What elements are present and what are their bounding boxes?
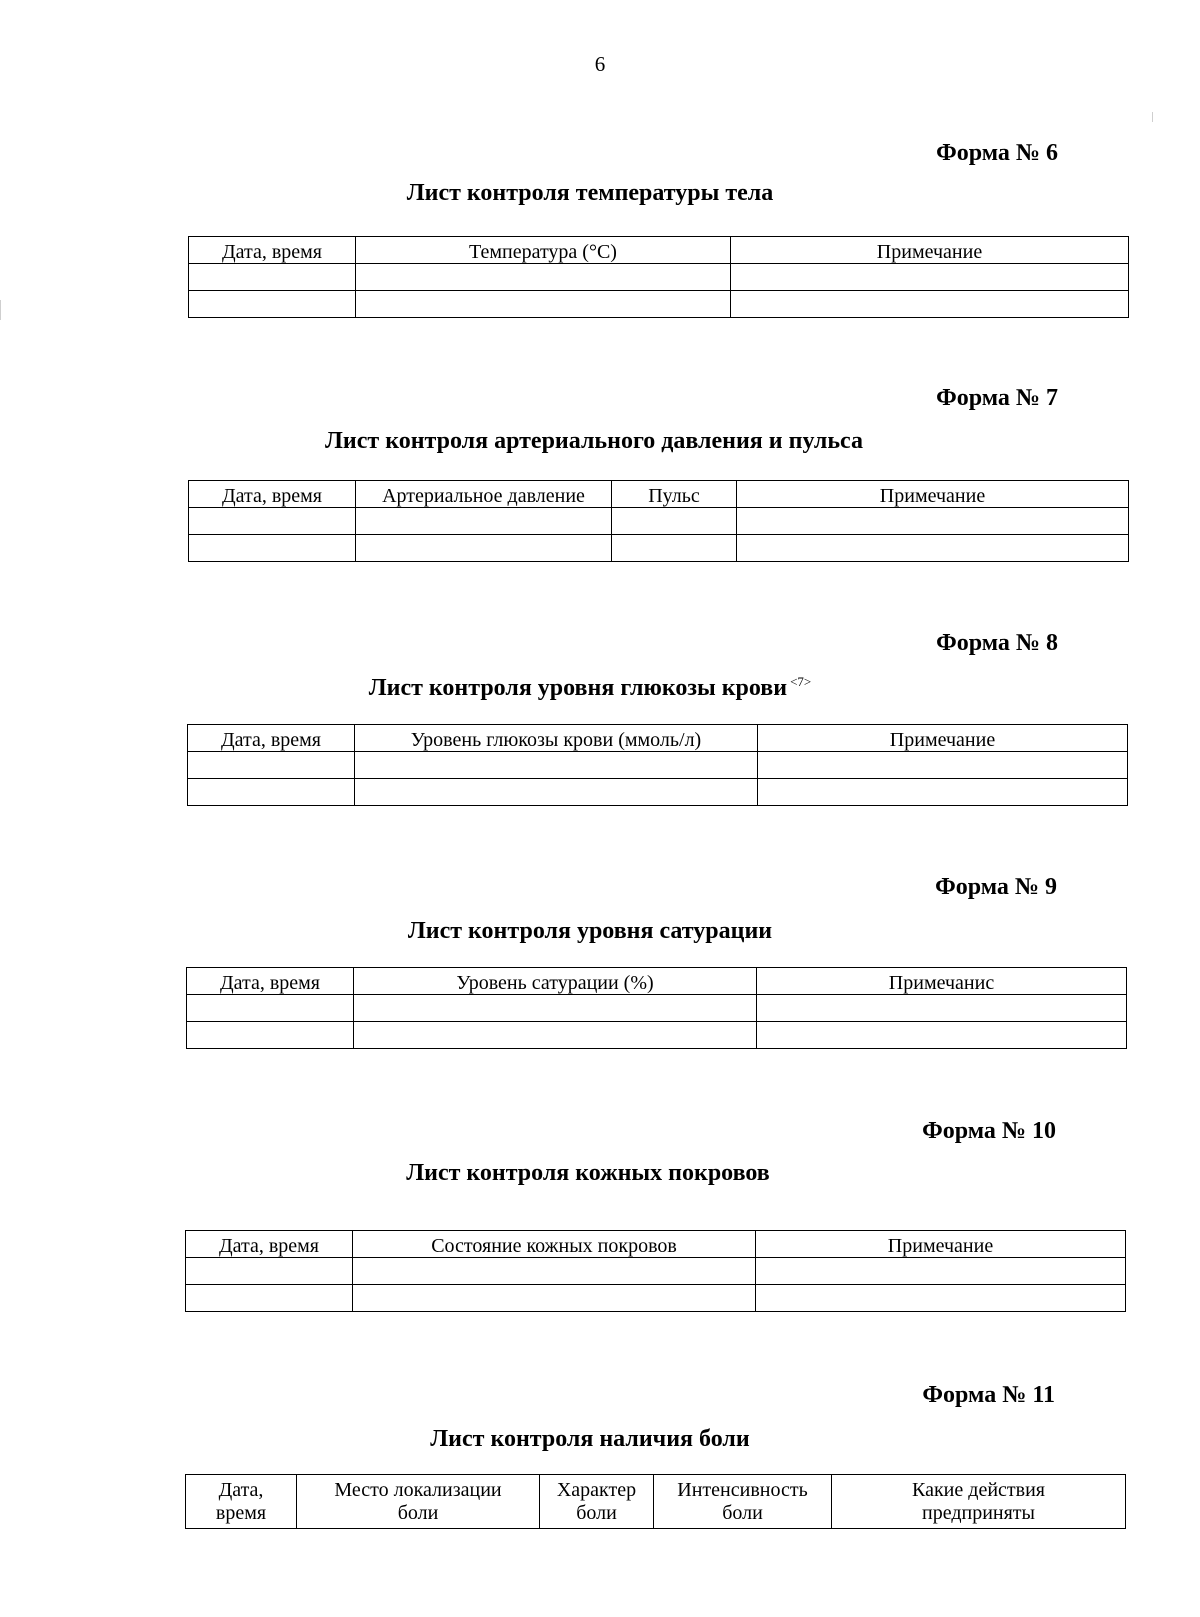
table-header-row — [189, 237, 1129, 264]
page-number: 6 — [594, 52, 606, 76]
form-10-number: Форма № 10 — [922, 1118, 1056, 1144]
table-cell[interactable] — [187, 995, 354, 1022]
table-cell[interactable] — [731, 291, 1129, 318]
column-header: Пульс — [612, 481, 737, 508]
table-cell[interactable] — [737, 535, 1129, 562]
table-cell[interactable] — [758, 752, 1128, 779]
form-11-number: Форма № 11 — [922, 1382, 1055, 1408]
form-8-title — [0, 674, 1190, 702]
footnote-ref: <7> — [790, 674, 812, 689]
column-header: Уровень глюкозы крови (ммоль/л) — [355, 725, 758, 752]
column-header-line: боли — [722, 1501, 763, 1524]
table-row — [188, 752, 1128, 779]
table-cell[interactable] — [186, 1285, 353, 1312]
column-header: Примечание — [758, 725, 1128, 752]
table-cell[interactable] — [758, 779, 1128, 806]
table-row — [187, 995, 1127, 1022]
column-header: Дата, время — [187, 968, 354, 995]
form-6-title: Лист контроля температуры тела — [406, 180, 774, 206]
scan-margin-mark — [0, 300, 1, 320]
table-cell[interactable] — [355, 752, 758, 779]
form-8-number: Форма № 8 — [936, 630, 1058, 656]
table-row — [189, 535, 1129, 562]
column-header: Примечание — [731, 237, 1129, 264]
column-header: Примечание — [756, 1231, 1126, 1258]
table-row — [189, 291, 1129, 318]
table-cell[interactable] — [356, 264, 731, 291]
table-row — [189, 264, 1129, 291]
column-header-line: боли — [397, 1501, 439, 1524]
column-header-line: боли — [576, 1501, 617, 1524]
table-row — [189, 508, 1129, 535]
table-cell[interactable] — [354, 995, 757, 1022]
column-header-line: Характер — [556, 1478, 637, 1501]
table-cell[interactable] — [188, 779, 355, 806]
table-header-row — [187, 968, 1127, 995]
column-header: Температура (°C) — [356, 237, 731, 264]
form-7-table — [188, 480, 1129, 562]
column-header-line: Место локализации — [334, 1478, 502, 1501]
table-cell[interactable] — [189, 508, 356, 535]
table-row — [186, 1258, 1126, 1285]
table-cell[interactable] — [355, 779, 758, 806]
column-header — [297, 1475, 540, 1529]
table-header-row — [188, 725, 1128, 752]
table-cell[interactable] — [189, 291, 356, 318]
form-11-title: Лист контроля наличия боли — [430, 1426, 750, 1452]
table-header-row — [186, 1475, 1126, 1529]
table-cell[interactable] — [757, 995, 1127, 1022]
column-header: Дата, время — [188, 725, 355, 752]
form-8-title-text: Лист контроля уровня глюкозы крови — [368, 675, 788, 701]
column-header: Дата, время — [189, 481, 356, 508]
table-cell[interactable] — [188, 752, 355, 779]
form-6-number: Форма № 6 — [936, 140, 1058, 166]
table-cell[interactable] — [756, 1258, 1126, 1285]
table-cell[interactable] — [356, 535, 612, 562]
table-cell[interactable] — [189, 535, 356, 562]
table-cell[interactable] — [612, 535, 737, 562]
table-cell[interactable] — [187, 1022, 354, 1049]
form-7-title: Лист контроля артериального давления и пульса — [325, 428, 863, 454]
form-8-table — [187, 724, 1128, 806]
column-header — [832, 1475, 1126, 1529]
table-cell[interactable] — [186, 1258, 353, 1285]
form-9-number: Форма № 9 — [935, 874, 1057, 900]
table-cell[interactable] — [731, 264, 1129, 291]
table-row — [187, 1022, 1127, 1049]
form-6-table — [188, 236, 1129, 318]
column-header-line: предприняты — [922, 1501, 1035, 1524]
column-header — [540, 1475, 654, 1529]
form-10-title: Лист контроля кожных покровов — [406, 1160, 770, 1186]
column-header: Уровень сатурации (%) — [354, 968, 757, 995]
form-7-number: Форма № 7 — [936, 385, 1058, 411]
table-cell[interactable] — [757, 1022, 1127, 1049]
column-header: Дата, время — [186, 1231, 353, 1258]
table-cell[interactable] — [737, 508, 1129, 535]
table-header-row — [189, 481, 1129, 508]
table-cell[interactable] — [189, 264, 356, 291]
form-11-table — [185, 1474, 1126, 1529]
table-header-row — [186, 1231, 1126, 1258]
column-header: Артериальное давление — [356, 481, 612, 508]
column-header — [654, 1475, 832, 1529]
table-row — [188, 779, 1128, 806]
scan-margin-mark — [1152, 112, 1153, 122]
form-10-table — [185, 1230, 1126, 1312]
column-header — [186, 1475, 297, 1529]
column-header: Примечанис — [757, 968, 1127, 995]
table-cell[interactable] — [612, 508, 737, 535]
table-cell[interactable] — [354, 1022, 757, 1049]
table-cell[interactable] — [353, 1258, 756, 1285]
form-9-table — [186, 967, 1127, 1049]
column-header: Дата, время — [189, 237, 356, 264]
column-header-line: Какие действия — [912, 1478, 1045, 1501]
column-header: Примечание — [737, 481, 1129, 508]
table-cell[interactable] — [356, 508, 612, 535]
column-header-line: время — [215, 1501, 267, 1524]
column-header-line: Интенсивность — [677, 1478, 808, 1501]
column-header-line: Дата, — [218, 1478, 264, 1501]
table-cell[interactable] — [756, 1285, 1126, 1312]
table-cell[interactable] — [353, 1285, 756, 1312]
table-cell[interactable] — [356, 291, 731, 318]
form-9-title: Лист контроля уровня сатурации — [407, 918, 773, 944]
table-row — [186, 1285, 1126, 1312]
column-header: Состояние кожных покровов — [353, 1231, 756, 1258]
